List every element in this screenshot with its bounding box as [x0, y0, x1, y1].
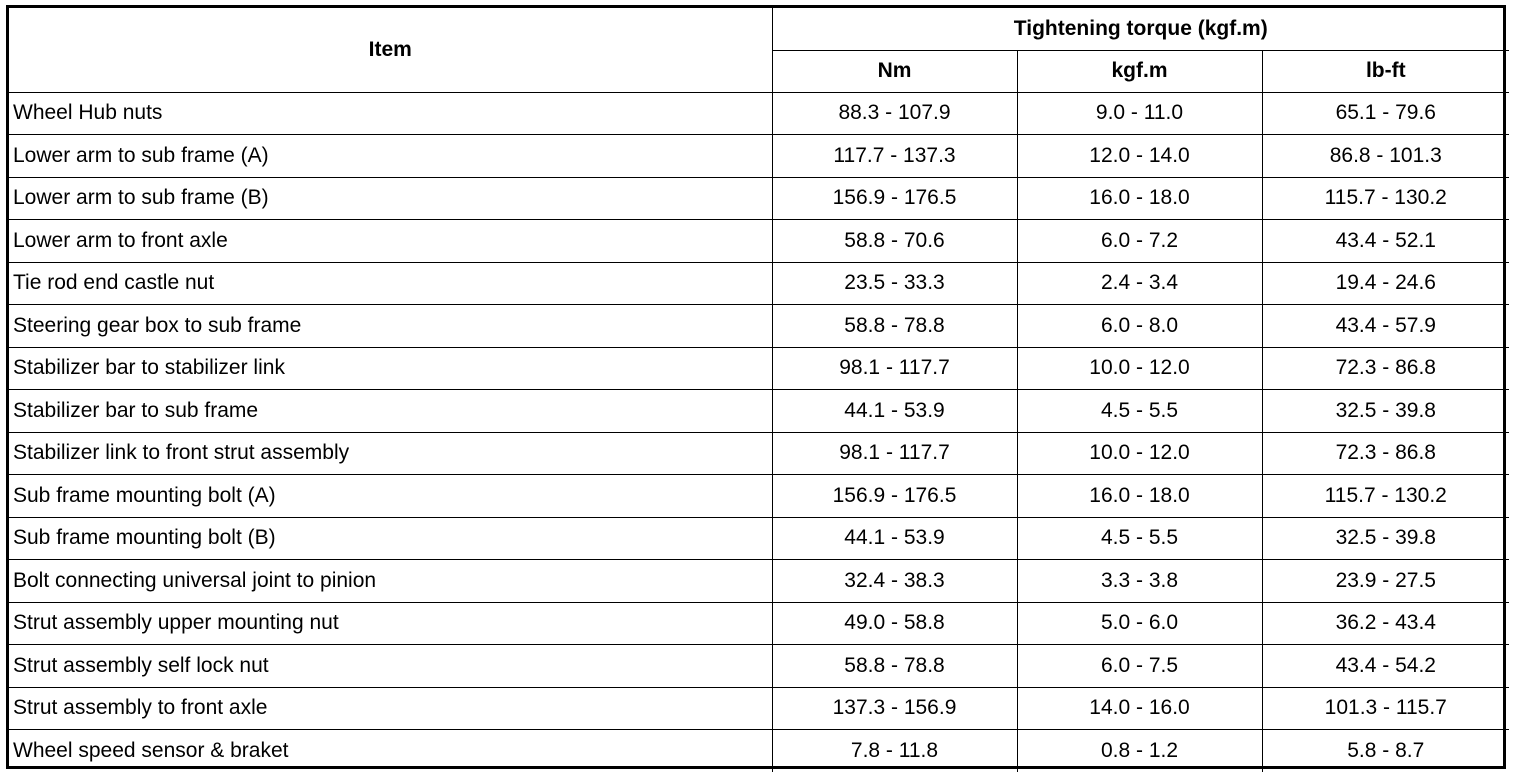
cell-nm: 23.5 - 33.3	[772, 262, 1017, 305]
cell-lbft: 115.7 - 130.2	[1262, 177, 1509, 220]
cell-kgfm: 3.3 - 3.8	[1017, 560, 1262, 603]
table-row	[9, 475, 1509, 518]
cell-nm: 58.8 - 78.8	[772, 305, 1017, 348]
cell-nm: 58.8 - 78.8	[772, 645, 1017, 688]
header-kgfm: kgf.m	[1017, 50, 1262, 92]
torque-table-frame	[6, 5, 1506, 769]
cell-nm: 98.1 - 117.7	[772, 347, 1017, 390]
cell-item: Stabilizer link to front strut assembly	[9, 432, 772, 475]
table-row	[9, 390, 1509, 433]
cell-kgfm: 2.4 - 3.4	[1017, 262, 1262, 305]
cell-lbft: 115.7 - 130.2	[1262, 475, 1509, 518]
cell-lbft: 43.4 - 57.9	[1262, 305, 1509, 348]
table-row	[9, 347, 1509, 390]
cell-item: Sub frame mounting bolt (B)	[9, 517, 772, 560]
cell-item: Stabilizer bar to sub frame	[9, 390, 772, 433]
table-row	[9, 687, 1509, 730]
table-row	[9, 177, 1509, 220]
table-row	[9, 645, 1509, 688]
header-tightening-torque: Tightening torque (kgf.m)	[772, 8, 1509, 50]
cell-item: Lower arm to sub frame (A)	[9, 135, 772, 178]
cell-nm: 88.3 - 107.9	[772, 92, 1017, 135]
cell-item: Wheel Hub nuts	[9, 92, 772, 135]
cell-lbft: 32.5 - 39.8	[1262, 517, 1509, 560]
cell-lbft: 43.4 - 54.2	[1262, 645, 1509, 688]
cell-item: Tie rod end castle nut	[9, 262, 772, 305]
cell-nm: 58.8 - 70.6	[772, 220, 1017, 263]
cell-item: Stabilizer bar to stabilizer link	[9, 347, 772, 390]
table-row	[9, 602, 1509, 645]
cell-item: Strut assembly upper mounting nut	[9, 602, 772, 645]
table-row	[9, 135, 1509, 178]
cell-kgfm: 14.0 - 16.0	[1017, 687, 1262, 730]
cell-kgfm: 4.5 - 5.5	[1017, 390, 1262, 433]
cell-nm: 44.1 - 53.9	[772, 390, 1017, 433]
table-row	[9, 730, 1509, 773]
cell-lbft: 72.3 - 86.8	[1262, 347, 1509, 390]
cell-lbft: 43.4 - 52.1	[1262, 220, 1509, 263]
cell-nm: 137.3 - 156.9	[772, 687, 1017, 730]
cell-lbft: 36.2 - 43.4	[1262, 602, 1509, 645]
cell-nm: 44.1 - 53.9	[772, 517, 1017, 560]
cell-kgfm: 5.0 - 6.0	[1017, 602, 1262, 645]
cell-nm: 156.9 - 176.5	[772, 177, 1017, 220]
table-row	[9, 432, 1509, 475]
cell-kgfm: 4.5 - 5.5	[1017, 517, 1262, 560]
table-row	[9, 92, 1509, 135]
table-row	[9, 220, 1509, 263]
cell-lbft: 19.4 - 24.6	[1262, 262, 1509, 305]
cell-kgfm: 16.0 - 18.0	[1017, 177, 1262, 220]
cell-nm: 117.7 - 137.3	[772, 135, 1017, 178]
cell-kgfm: 12.0 - 14.0	[1017, 135, 1262, 178]
cell-item: Wheel speed sensor & braket	[9, 730, 772, 773]
table-row	[9, 305, 1509, 348]
cell-kgfm: 6.0 - 8.0	[1017, 305, 1262, 348]
cell-lbft: 65.1 - 79.6	[1262, 92, 1509, 135]
cell-item: Strut assembly to front axle	[9, 687, 772, 730]
cell-item: Lower arm to sub frame (B)	[9, 177, 772, 220]
header-row-group	[9, 8, 1509, 50]
cell-nm: 49.0 - 58.8	[772, 602, 1017, 645]
cell-item: Lower arm to front axle	[9, 220, 772, 263]
cell-item: Steering gear box to sub frame	[9, 305, 772, 348]
cell-item: Bolt connecting universal joint to pinion	[9, 560, 772, 603]
table-body	[9, 92, 1509, 772]
table-row	[9, 517, 1509, 560]
cell-kgfm: 9.0 - 11.0	[1017, 92, 1262, 135]
cell-lbft: 32.5 - 39.8	[1262, 390, 1509, 433]
cell-kgfm: 10.0 - 12.0	[1017, 432, 1262, 475]
header-item: Item	[9, 8, 772, 92]
table-row	[9, 262, 1509, 305]
cell-lbft: 101.3 - 115.7	[1262, 687, 1509, 730]
cell-kgfm: 10.0 - 12.0	[1017, 347, 1262, 390]
table-row	[9, 560, 1509, 603]
header-nm: Nm	[772, 50, 1017, 92]
cell-lbft: 5.8 - 8.7	[1262, 730, 1509, 773]
cell-kgfm: 6.0 - 7.5	[1017, 645, 1262, 688]
cell-lbft: 23.9 - 27.5	[1262, 560, 1509, 603]
header-lbft: lb-ft	[1262, 50, 1509, 92]
cell-lbft: 72.3 - 86.8	[1262, 432, 1509, 475]
cell-item: Sub frame mounting bolt (A)	[9, 475, 772, 518]
cell-nm: 32.4 - 38.3	[772, 560, 1017, 603]
torque-specification-table	[9, 8, 1509, 772]
cell-kgfm: 16.0 - 18.0	[1017, 475, 1262, 518]
cell-nm: 7.8 - 11.8	[772, 730, 1017, 773]
cell-nm: 156.9 - 176.5	[772, 475, 1017, 518]
cell-kgfm: 0.8 - 1.2	[1017, 730, 1262, 773]
cell-lbft: 86.8 - 101.3	[1262, 135, 1509, 178]
cell-nm: 98.1 - 117.7	[772, 432, 1017, 475]
cell-kgfm: 6.0 - 7.2	[1017, 220, 1262, 263]
cell-item: Strut assembly self lock nut	[9, 645, 772, 688]
